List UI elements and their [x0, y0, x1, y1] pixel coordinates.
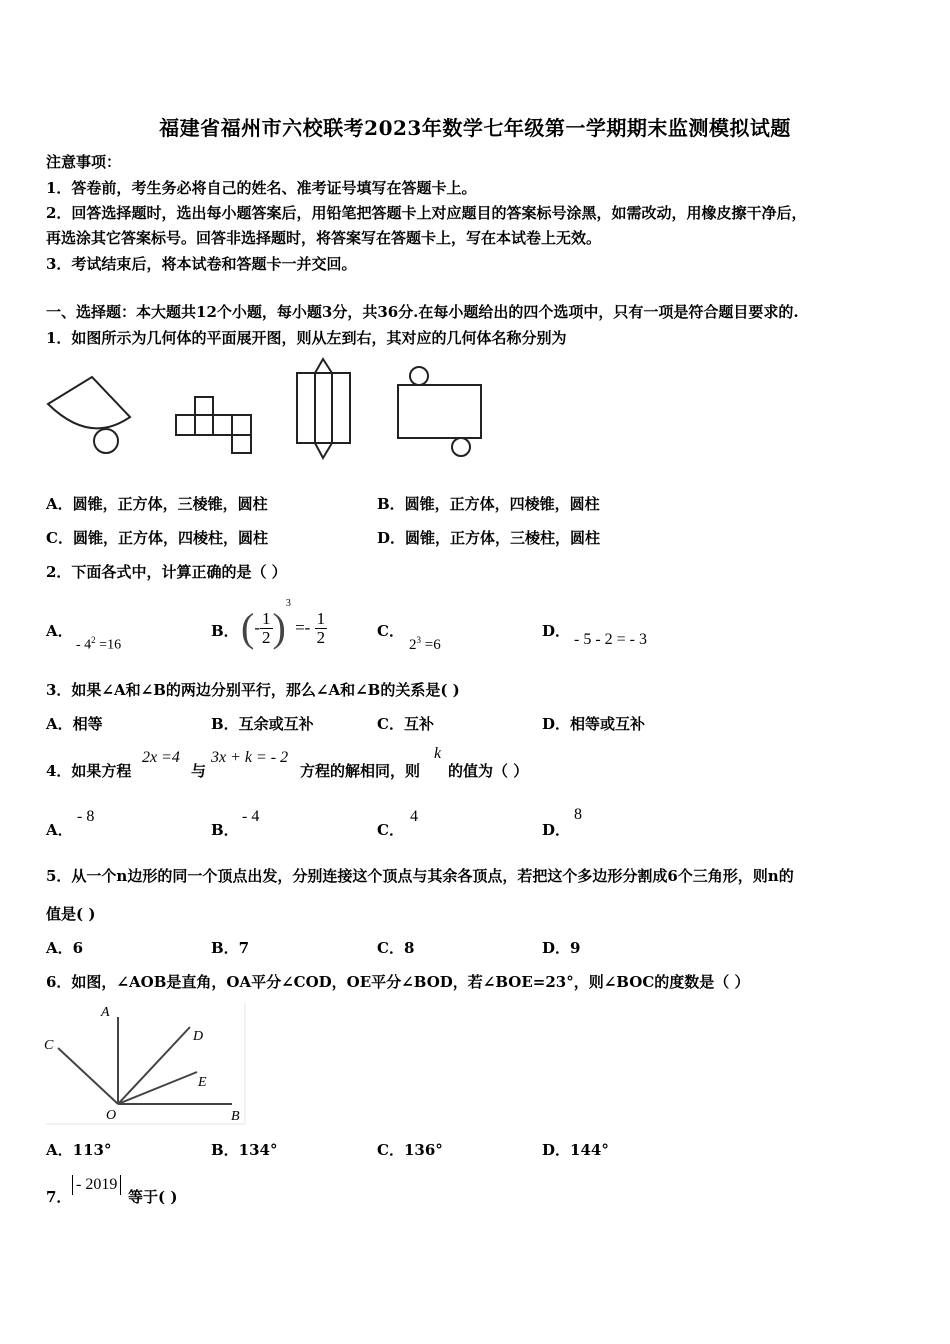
note-item: 1．答卷前，考生务必将自己的姓名、准考证号填写在答题卡上。 [46, 179, 477, 197]
q4-stem-end: 的值为（ ） [448, 762, 529, 780]
q2-option-d-label: D． [542, 622, 571, 640]
question-6-stem: 6．如图，∠AOB是直角，OA平分∠COD，OE平分∠BOD，若∠BOE=23°，则∠BOC的度数是（ ） [46, 973, 750, 991]
q4-option-a-value: - 8 [77, 808, 95, 825]
q2-option-b-label: B． [211, 622, 239, 640]
label-c: C [44, 1038, 54, 1053]
q2-option-d-expr: - 5 - 2 = - 3 [574, 631, 648, 648]
q7-absolute-value: - 2019 [72, 1175, 121, 1195]
q5-option-d: D．9 [542, 939, 581, 957]
q6-option-b: B．134° [211, 1141, 278, 1159]
q4-equation-1: 2x =4 [142, 749, 180, 766]
q6-option-a: A．113° [46, 1141, 112, 1159]
q6-option-d: D．144° [542, 1141, 609, 1159]
q6-option-c: C．136° [377, 1141, 443, 1159]
label-o: O [106, 1108, 117, 1123]
q2-option-c-label: C． [377, 622, 404, 640]
q4-variable-k: k [434, 745, 442, 762]
q3-option-c: C．互补 [377, 715, 434, 733]
page-title: 福建省福州市六校联考2023年数学七年级第一学期期末监测模拟试题 [159, 116, 791, 140]
q5-option-b: B．7 [211, 939, 250, 957]
ray-od [118, 1027, 190, 1104]
question-7-stem-end: 等于( ) [128, 1188, 178, 1206]
q4-option-d-label: D． [542, 821, 571, 839]
q2-option-a-label: A． [46, 622, 73, 640]
q1-option-d: D．圆锥，正方体，三棱柱，圆柱 [377, 529, 601, 547]
q2-option-c-expr: $2^3 =6$ [409, 635, 441, 653]
note-item: 再选涂其它答案标号。回答非选择题时，将答案写在答题卡上，写在本试卷上无效。 [46, 229, 602, 247]
section-heading: 一、选择题：本大题共12个小题，每小题3分，共36分.在每小题给出的四个选项中，只有一项是符合题目要求的. [46, 303, 799, 321]
q1-option-b: B．圆锥，正方体，四棱锥，圆柱 [377, 495, 600, 513]
q4-equation-2: 3x + k = - 2 [211, 749, 289, 766]
ray-oc [58, 1048, 118, 1104]
note-item: 2．回答选择题时，选出每小题答案后，用铅笔把答题卡上对应题目的答案标号涂黑，如需改动，用橡皮擦干净后， [46, 204, 807, 222]
q1-option-a: A．圆锥，正方体，三棱锥，圆柱 [46, 495, 268, 513]
label-b: B [231, 1109, 240, 1124]
q4-option-b-value: - 4 [242, 808, 260, 825]
label-e: E [198, 1075, 207, 1090]
label-a: A [101, 1005, 110, 1020]
q4-option-c-value: 4 [410, 808, 418, 825]
q4-option-d-value: 8 [574, 806, 582, 823]
ray-oe [118, 1072, 197, 1104]
q4-option-c-label: C． [377, 821, 404, 839]
q4-option-b-label: B． [211, 821, 239, 839]
q4-option-a-label: A． [46, 821, 73, 839]
q3-option-d: D．相等或互补 [542, 715, 646, 733]
question-3-stem: 3．如果∠A和∠B的两边分别平行，那么∠A和∠B的关系是( ) [46, 681, 460, 699]
q2-option-b-expr: (- $\frac{1}{2}$ )$^3$ =- $\frac{1}{2}$ [241, 598, 326, 651]
q4-stem-middle: 方程的解相同，则 [300, 762, 421, 780]
q5-option-a: A．6 [46, 939, 84, 957]
notes-heading: 注意事项： [46, 153, 122, 171]
label-d: D [193, 1029, 204, 1044]
question-7-prefix: 7． [46, 1188, 72, 1206]
question-4-prefix: 4．如果方程 [46, 762, 132, 780]
question-2-stem: 2．下面各式中，计算正确的是（ ） [46, 563, 287, 581]
note-item: 3．考试结束后，将本试卷和答题卡一并交回。 [46, 255, 357, 273]
q3-option-b: B．互余或互补 [211, 715, 314, 733]
q2-option-a-expr: - $4^2 =16$ [76, 635, 122, 653]
q1-option-c: C．圆锥，正方体，四棱柱，圆柱 [46, 529, 268, 547]
question-5-stem-continued: 值是( ) [46, 905, 96, 923]
question-1-stem: 1．如图所示为几何体的平面展开图，则从左到右，其对应的几何体名称分别为 [46, 329, 567, 347]
q3-option-a: A．相等 [46, 715, 103, 733]
q4-connector: 与 [191, 762, 207, 780]
question-5-stem: 5．从一个n边形的同一个顶点出发，分别连接这个顶点与其余各顶点，若把这个多边形分割成6个三角形，则n的 [46, 867, 794, 885]
q5-option-c: C．8 [377, 939, 415, 957]
